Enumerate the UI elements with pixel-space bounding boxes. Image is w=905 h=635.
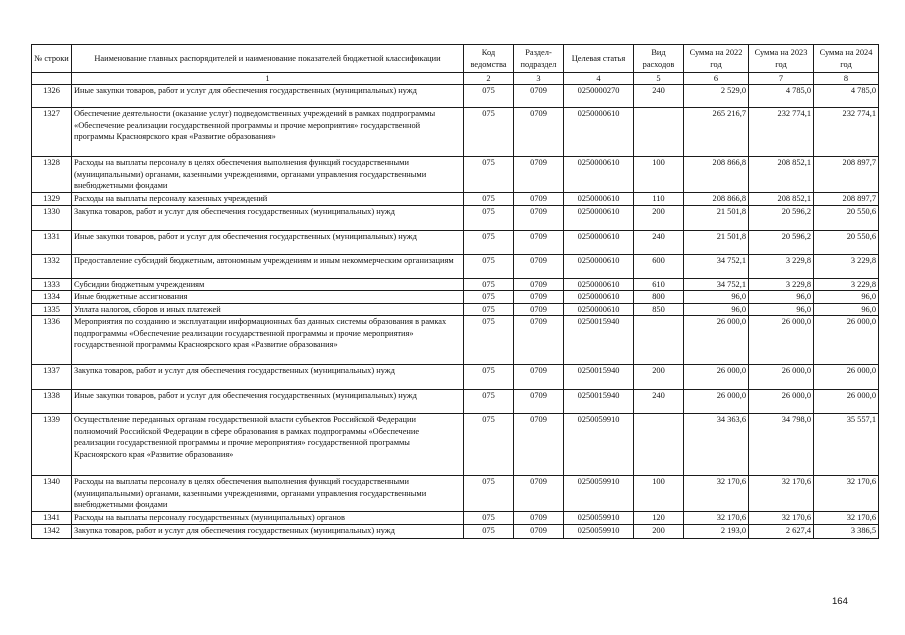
header-row-number: № строки (32, 45, 72, 73)
table-row (32, 230, 879, 254)
column-number: 5 (634, 73, 684, 85)
dept-code-cell: 075 (464, 365, 514, 390)
row-name: Расходы на выплаты персоналу в целях обеспечения выполнения функций государственными (муниципальными) органами, казенными учреждениями, органами управления государственными внебюджетными фондами (72, 476, 464, 512)
sum-2023-cell: 32 170,6 (749, 476, 814, 512)
dept-code-cell: 075 (464, 193, 514, 206)
row-number: 1329 (32, 193, 72, 206)
table-row (32, 205, 879, 230)
row-name: Закупка товаров, работ и услуг для обеспечения государственных (муниципальных) нужд (72, 205, 464, 230)
row-number: 1327 (32, 108, 72, 157)
sum-2023-cell: 3 229,8 (749, 278, 814, 291)
sum-2024-cell: 96,0 (814, 303, 879, 316)
target-cell: 0250059910 (564, 414, 634, 476)
sum-2022-cell: 96,0 (684, 291, 749, 304)
sum-2024-cell: 26 000,0 (814, 365, 879, 390)
section-cell: 0709 (514, 230, 564, 254)
row-number: 1337 (32, 365, 72, 390)
sum-2023-cell: 3 229,8 (749, 254, 814, 278)
sum-2023-cell: 232 774,1 (749, 108, 814, 157)
expense-type-cell: 610 (634, 278, 684, 291)
sum-2022-cell: 208 866,8 (684, 157, 749, 193)
dept-code-cell: 075 (464, 303, 514, 316)
target-cell: 0250000610 (564, 108, 634, 157)
table-row (32, 254, 879, 278)
page-number: 164 (832, 596, 848, 607)
column-number: 6 (684, 73, 749, 85)
dept-code-cell: 075 (464, 230, 514, 254)
column-number: 1 (72, 73, 464, 85)
sum-2022-cell: 34 363,6 (684, 414, 749, 476)
row-name: Расходы на выплаты персоналу в целях обеспечения выполнения функций государственными (муниципальными) органами, казенными учреждениями, органами управления государственными внебюджетными фондами (72, 157, 464, 193)
sum-2024-cell: 20 550,6 (814, 230, 879, 254)
sum-2023-cell: 32 170,6 (749, 512, 814, 525)
row-name: Уплата налогов, сборов и иных платежей (72, 303, 464, 316)
row-number: 1333 (32, 278, 72, 291)
sum-2023-cell: 208 852,1 (749, 193, 814, 206)
sum-2022-cell: 21 501,8 (684, 230, 749, 254)
sum-2022-cell: 26 000,0 (684, 365, 749, 390)
expense-type-cell: 800 (634, 291, 684, 304)
section-cell: 0709 (514, 157, 564, 193)
header-name: Наименование главных распорядителей и наименование показателей бюджетной классификации (72, 45, 464, 73)
row-number: 1339 (32, 414, 72, 476)
row-number: 1341 (32, 512, 72, 525)
row-name: Иные бюджетные ассигнования (72, 291, 464, 304)
row-number: 1336 (32, 316, 72, 365)
sum-2023-cell: 26 000,0 (749, 316, 814, 365)
sum-2022-cell: 32 170,6 (684, 476, 749, 512)
target-cell: 0250000610 (564, 291, 634, 304)
column-number: 4 (564, 73, 634, 85)
target-cell: 0250059910 (564, 512, 634, 525)
row-number: 1340 (32, 476, 72, 512)
row-name: Иные закупки товаров, работ и услуг для обеспечения государственных (муниципальных) нужд (72, 85, 464, 108)
sum-2022-cell: 208 866,8 (684, 193, 749, 206)
sum-2022-cell: 96,0 (684, 303, 749, 316)
target-cell: 0250000270 (564, 85, 634, 108)
target-cell: 0250015940 (564, 316, 634, 365)
dept-code-cell: 075 (464, 85, 514, 108)
section-cell: 0709 (514, 193, 564, 206)
row-number: 1332 (32, 254, 72, 278)
sum-2022-cell: 34 752,1 (684, 278, 749, 291)
header-target: Целевая статья (564, 45, 634, 73)
budget-table (31, 44, 879, 539)
target-cell: 0250059910 (564, 524, 634, 538)
header-section: Раздел-подраздел (514, 45, 564, 73)
target-cell: 0250000610 (564, 278, 634, 291)
header-sum-2024: Сумма на 2024 год (814, 45, 879, 73)
table-row (32, 85, 879, 108)
target-cell: 0250015940 (564, 365, 634, 390)
row-name: Закупка товаров, работ и услуг для обеспечения государственных (муниципальных) нужд (72, 365, 464, 390)
row-number: 1330 (32, 205, 72, 230)
column-number: 7 (749, 73, 814, 85)
sum-2024-cell: 208 897,7 (814, 193, 879, 206)
sum-2023-cell: 96,0 (749, 303, 814, 316)
sum-2024-cell: 4 785,0 (814, 85, 879, 108)
sum-2023-cell: 26 000,0 (749, 365, 814, 390)
row-number: 1342 (32, 524, 72, 538)
row-name: Иные закупки товаров, работ и услуг для обеспечения государственных (муниципальных) нужд (72, 390, 464, 414)
section-cell: 0709 (514, 476, 564, 512)
row-number: 1331 (32, 230, 72, 254)
section-cell: 0709 (514, 278, 564, 291)
table-row (32, 512, 879, 525)
table-row (32, 108, 879, 157)
sum-2023-cell: 208 852,1 (749, 157, 814, 193)
section-cell: 0709 (514, 205, 564, 230)
column-number: 3 (514, 73, 564, 85)
target-cell: 0250059910 (564, 476, 634, 512)
table-row (32, 278, 879, 291)
expense-type-cell: 110 (634, 193, 684, 206)
table-row (32, 476, 879, 512)
header-sum-2022: Сумма на 2022 год (684, 45, 749, 73)
dept-code-cell: 075 (464, 157, 514, 193)
row-name: Расходы на выплаты персоналу казенных учреждений (72, 193, 464, 206)
expense-type-cell: 200 (634, 524, 684, 538)
header-dept-code: Код ведомства (464, 45, 514, 73)
target-cell: 0250000610 (564, 205, 634, 230)
sum-2022-cell: 26 000,0 (684, 390, 749, 414)
table-row (32, 303, 879, 316)
expense-type-cell: 240 (634, 390, 684, 414)
expense-type-cell: 120 (634, 512, 684, 525)
column-number (32, 73, 72, 85)
sum-2024-cell: 208 897,7 (814, 157, 879, 193)
dept-code-cell: 075 (464, 108, 514, 157)
sum-2023-cell: 34 798,0 (749, 414, 814, 476)
sum-2024-cell: 26 000,0 (814, 390, 879, 414)
section-cell: 0709 (514, 291, 564, 304)
row-name: Закупка товаров, работ и услуг для обеспечения государственных (муниципальных) нужд (72, 524, 464, 538)
table-row (32, 390, 879, 414)
sum-2024-cell: 232 774,1 (814, 108, 879, 157)
target-cell: 0250000610 (564, 157, 634, 193)
sum-2024-cell: 3 229,8 (814, 254, 879, 278)
section-cell: 0709 (514, 254, 564, 278)
expense-type-cell: 200 (634, 365, 684, 390)
expense-type-cell: 600 (634, 254, 684, 278)
row-name: Предоставление субсидий бюджетным, автономным учреждениям и иным некоммерческим организациям (72, 254, 464, 278)
header-expense-type: Вид расходов (634, 45, 684, 73)
expense-type-cell: 100 (634, 157, 684, 193)
section-cell: 0709 (514, 365, 564, 390)
header-sum-2023: Сумма на 2023 год (749, 45, 814, 73)
sum-2023-cell: 26 000,0 (749, 390, 814, 414)
section-cell: 0709 (514, 414, 564, 476)
target-cell: 0250000610 (564, 254, 634, 278)
row-name: Осуществление переданных органам государственной власти субъектов Российской Федерации полномочий Российской Федерации в сфере образования в рамках подпрограммы «Обеспечение реализации государственной программы и прочие мероприятия» государственной программы Красноярского края «Развитие образования» (72, 414, 464, 476)
dept-code-cell: 075 (464, 476, 514, 512)
dept-code-cell: 075 (464, 512, 514, 525)
sum-2022-cell: 265 216,7 (684, 108, 749, 157)
sum-2022-cell: 2 193,0 (684, 524, 749, 538)
row-name: Обеспечение деятельности (оказание услуг) подведомственных учреждений в рамках подпрограммы «Обеспечение реализации государственной программы и прочие мероприятия» государственной программы Красноярского края «Развитие образования» (72, 108, 464, 157)
sum-2024-cell: 96,0 (814, 291, 879, 304)
table-row (32, 157, 879, 193)
dept-code-cell: 075 (464, 278, 514, 291)
expense-type-cell (634, 108, 684, 157)
sum-2022-cell: 21 501,8 (684, 205, 749, 230)
table-row (32, 291, 879, 304)
row-number: 1328 (32, 157, 72, 193)
section-cell: 0709 (514, 390, 564, 414)
sum-2023-cell: 2 627,4 (749, 524, 814, 538)
dept-code-cell: 075 (464, 254, 514, 278)
dept-code-cell: 075 (464, 390, 514, 414)
header-row (32, 45, 879, 73)
target-cell: 0250000610 (564, 230, 634, 254)
expense-type-cell: 240 (634, 230, 684, 254)
sum-2024-cell: 35 557,1 (814, 414, 879, 476)
dept-code-cell: 075 (464, 205, 514, 230)
row-name: Субсидии бюджетным учреждениям (72, 278, 464, 291)
sum-2022-cell: 34 752,1 (684, 254, 749, 278)
row-number: 1326 (32, 85, 72, 108)
sum-2023-cell: 4 785,0 (749, 85, 814, 108)
column-number-row (32, 73, 879, 85)
row-name: Расходы на выплаты персоналу государственных (муниципальных) органов (72, 512, 464, 525)
expense-type-cell: 240 (634, 85, 684, 108)
expense-type-cell: 100 (634, 476, 684, 512)
table-row (32, 316, 879, 365)
column-number: 8 (814, 73, 879, 85)
sum-2024-cell: 20 550,6 (814, 205, 879, 230)
section-cell: 0709 (514, 316, 564, 365)
expense-type-cell (634, 316, 684, 365)
sum-2023-cell: 20 596,2 (749, 230, 814, 254)
sum-2024-cell: 32 170,6 (814, 512, 879, 525)
dept-code-cell: 075 (464, 414, 514, 476)
expense-type-cell: 200 (634, 205, 684, 230)
sum-2024-cell: 3 229,8 (814, 278, 879, 291)
sum-2023-cell: 20 596,2 (749, 205, 814, 230)
table-row (32, 193, 879, 206)
sum-2022-cell: 32 170,6 (684, 512, 749, 525)
dept-code-cell: 075 (464, 291, 514, 304)
budget-sheet (31, 44, 878, 539)
row-name: Иные закупки товаров, работ и услуг для обеспечения государственных (муниципальных) нужд (72, 230, 464, 254)
expense-type-cell (634, 414, 684, 476)
section-cell: 0709 (514, 303, 564, 316)
section-cell: 0709 (514, 85, 564, 108)
target-cell: 0250015940 (564, 390, 634, 414)
target-cell: 0250000610 (564, 303, 634, 316)
sum-2024-cell: 26 000,0 (814, 316, 879, 365)
table-row (32, 414, 879, 476)
row-number: 1334 (32, 291, 72, 304)
row-number: 1338 (32, 390, 72, 414)
row-number: 1335 (32, 303, 72, 316)
sum-2022-cell: 26 000,0 (684, 316, 749, 365)
target-cell: 0250000610 (564, 193, 634, 206)
section-cell: 0709 (514, 512, 564, 525)
sum-2024-cell: 3 386,5 (814, 524, 879, 538)
dept-code-cell: 075 (464, 524, 514, 538)
sum-2023-cell: 96,0 (749, 291, 814, 304)
table-row (32, 365, 879, 390)
column-number: 2 (464, 73, 514, 85)
row-name: Мероприятия по созданию и эксплуатации информационных баз данных системы образования в рамках подпрограммы «Обеспечение реализации государственной программы и прочие мероприятия» государственной программы Красноярского края «Развитие образования» (72, 316, 464, 365)
section-cell: 0709 (514, 524, 564, 538)
section-cell: 0709 (514, 108, 564, 157)
dept-code-cell: 075 (464, 316, 514, 365)
expense-type-cell: 850 (634, 303, 684, 316)
table-row (32, 524, 879, 538)
sum-2024-cell: 32 170,6 (814, 476, 879, 512)
sum-2022-cell: 2 529,0 (684, 85, 749, 108)
